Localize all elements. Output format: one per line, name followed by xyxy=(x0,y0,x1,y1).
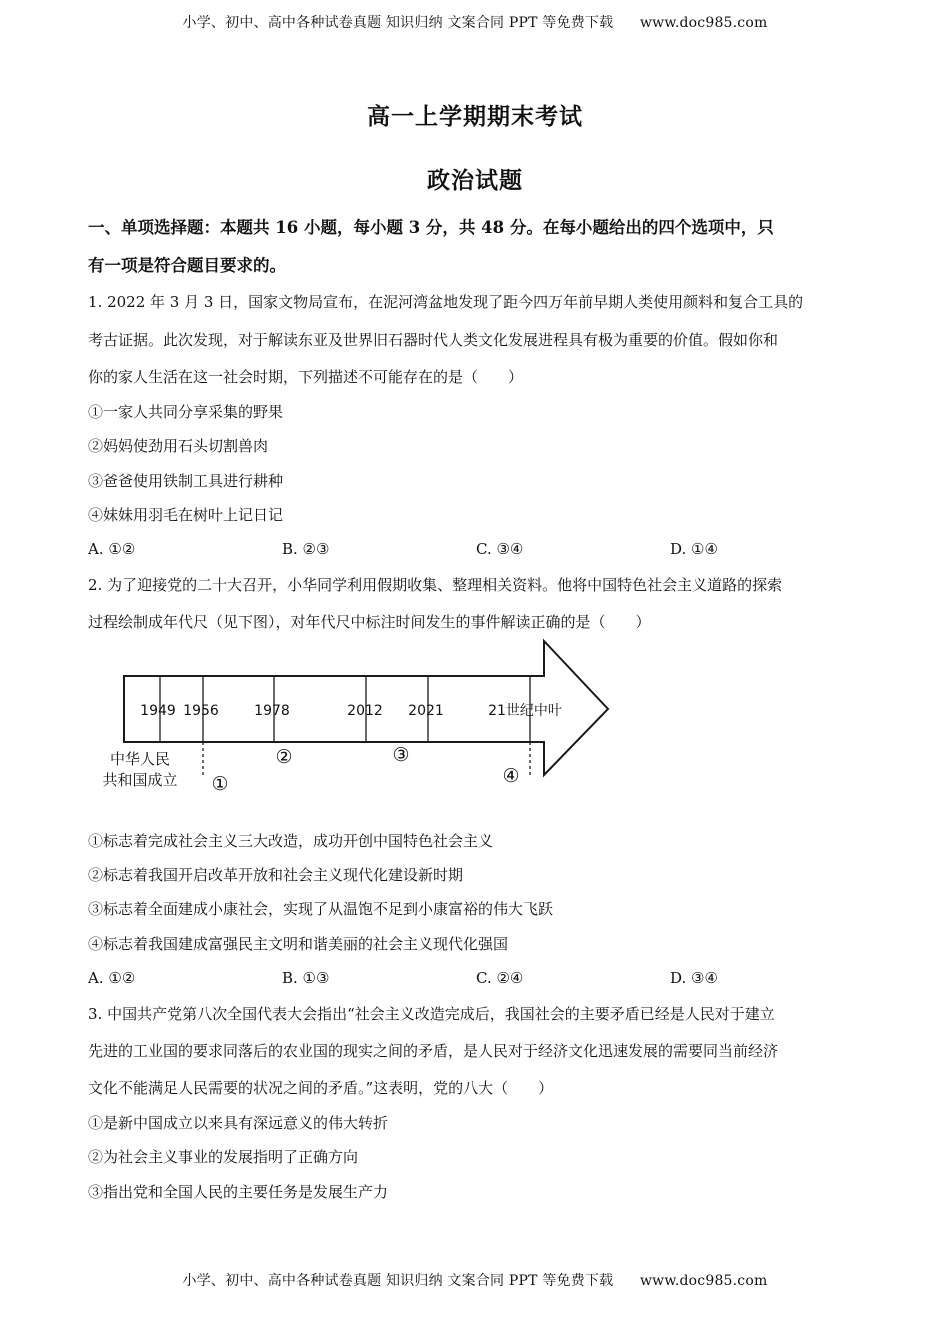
footer-site-link[interactable]: www.doc985.com xyxy=(639,1273,768,1289)
year-label: 2021 xyxy=(408,703,444,719)
question-text-line: 3. 中国共产党第八次全国代表大会指出“社会主义改造完成后，我国社会的主要矛盾已经是人民对于建立 xyxy=(88,1005,775,1023)
question-text-line: 2. 为了迎接党的二十大召开，小华同学利用假期收集、整理相关资料。他将中国特色社会主义道路的探索 xyxy=(88,576,783,594)
question-text-line: 文化不能满足人民需要的状况之间的矛盾。”这表明，党的八大（ ） xyxy=(88,1079,554,1097)
option-a[interactable]: A. ①② xyxy=(88,969,136,987)
page-footer xyxy=(0,1270,950,1290)
option-d[interactable]: D. ①④ xyxy=(670,540,718,558)
year-label: 1978 xyxy=(254,703,290,719)
founding-label-line-2: 共和国成立 xyxy=(102,771,178,789)
year-label: 1956 xyxy=(183,703,219,719)
question-item: ③爸爸使用铁制工具进行耕种 xyxy=(88,472,284,490)
question-item: ①一家人共同分享采集的野果 xyxy=(88,403,284,421)
question-text-line: 考古证据。此次发现，对于解读东亚及世界旧石器时代人类文化发展进程具有极为重要的价值。假如你和 xyxy=(88,331,779,349)
question-item: ②为社会主义事业的发展指明了正确方向 xyxy=(88,1148,359,1166)
header-tagline: 小学、初中、高中各种试卷真题 知识归纳 文案合同 PPT 等免费下载 xyxy=(182,15,614,31)
footer-tagline: 小学、初中、高中各种试卷真题 知识归纳 文案合同 PPT 等免费下载 xyxy=(182,1273,614,1289)
marker-2: ② xyxy=(275,746,293,768)
option-c[interactable]: C. ③④ xyxy=(476,540,524,558)
year-label: 21世纪中叶 xyxy=(488,703,562,719)
option-b[interactable]: B. ①③ xyxy=(282,969,330,987)
question-item: ①标志着完成社会主义三大改造，成功开创中国特色社会主义 xyxy=(88,832,494,850)
question-text-line: 你的家人生活在这一社会时期，下列描述不可能存在的是（ ） xyxy=(88,368,524,386)
section-heading-line-1: 一、单项选择题：本题共 16 小题，每小题 3 分，共 48 分。在每小题给出的四个选项中，只 xyxy=(88,218,774,237)
question-item: ③标志着全面建成小康社会，实现了从温饱不足到小康富裕的伟大飞跃 xyxy=(88,900,554,918)
page-header xyxy=(0,12,950,32)
option-a[interactable]: A. ①② xyxy=(88,540,136,558)
question-item: ②标志着我国开启改革开放和社会主义现代化建设新时期 xyxy=(88,866,464,884)
question-item: ④标志着我国建成富强民主文明和谐美丽的社会主义现代化强国 xyxy=(88,935,509,953)
marker-1: ① xyxy=(211,773,229,795)
section-heading-line-2: 有一项是符合题目要求的。 xyxy=(88,256,286,275)
question-text-line: 1. 2022 年 3 月 3 日，国家文物局宣布，在泥河湾盆地发现了距今四万年前早期人类使用颜料和复合工具的 xyxy=(88,293,804,311)
question-text-line: 先进的工业国的要求同落后的农业国的现实之间的矛盾，是人民对于经济文化迅速发展的需要同当前经济 xyxy=(88,1042,779,1060)
header-site-link[interactable]: www.doc985.com xyxy=(639,15,768,31)
year-label: 2012 xyxy=(347,703,383,719)
year-label: 1949 xyxy=(140,703,176,719)
marker-4: ④ xyxy=(502,765,520,787)
option-b[interactable]: B. ②③ xyxy=(282,540,330,558)
timeline-diagram xyxy=(98,638,618,798)
question-item: ④妹妹用羽毛在树叶上记日记 xyxy=(88,506,284,524)
question-text-line: 过程绘制成年代尺（见下图），对年代尺中标注时间发生的事件解读正确的是（ ） xyxy=(88,613,651,631)
question-item: ①是新中国成立以来具有深远意义的伟大转折 xyxy=(88,1114,389,1132)
page-subtitle: 政治试题 xyxy=(427,167,523,194)
option-d[interactable]: D. ③④ xyxy=(670,969,718,987)
option-c[interactable]: C. ②④ xyxy=(476,969,524,987)
question-item: ③指出党和全国人民的主要任务是发展生产力 xyxy=(88,1183,389,1201)
marker-3: ③ xyxy=(392,744,410,766)
founding-label-line-1: 中华人民 xyxy=(109,750,171,768)
page-title: 高一上学期期末考试 xyxy=(367,103,583,130)
question-item: ②妈妈使劲用石头切割兽肉 xyxy=(88,437,269,455)
